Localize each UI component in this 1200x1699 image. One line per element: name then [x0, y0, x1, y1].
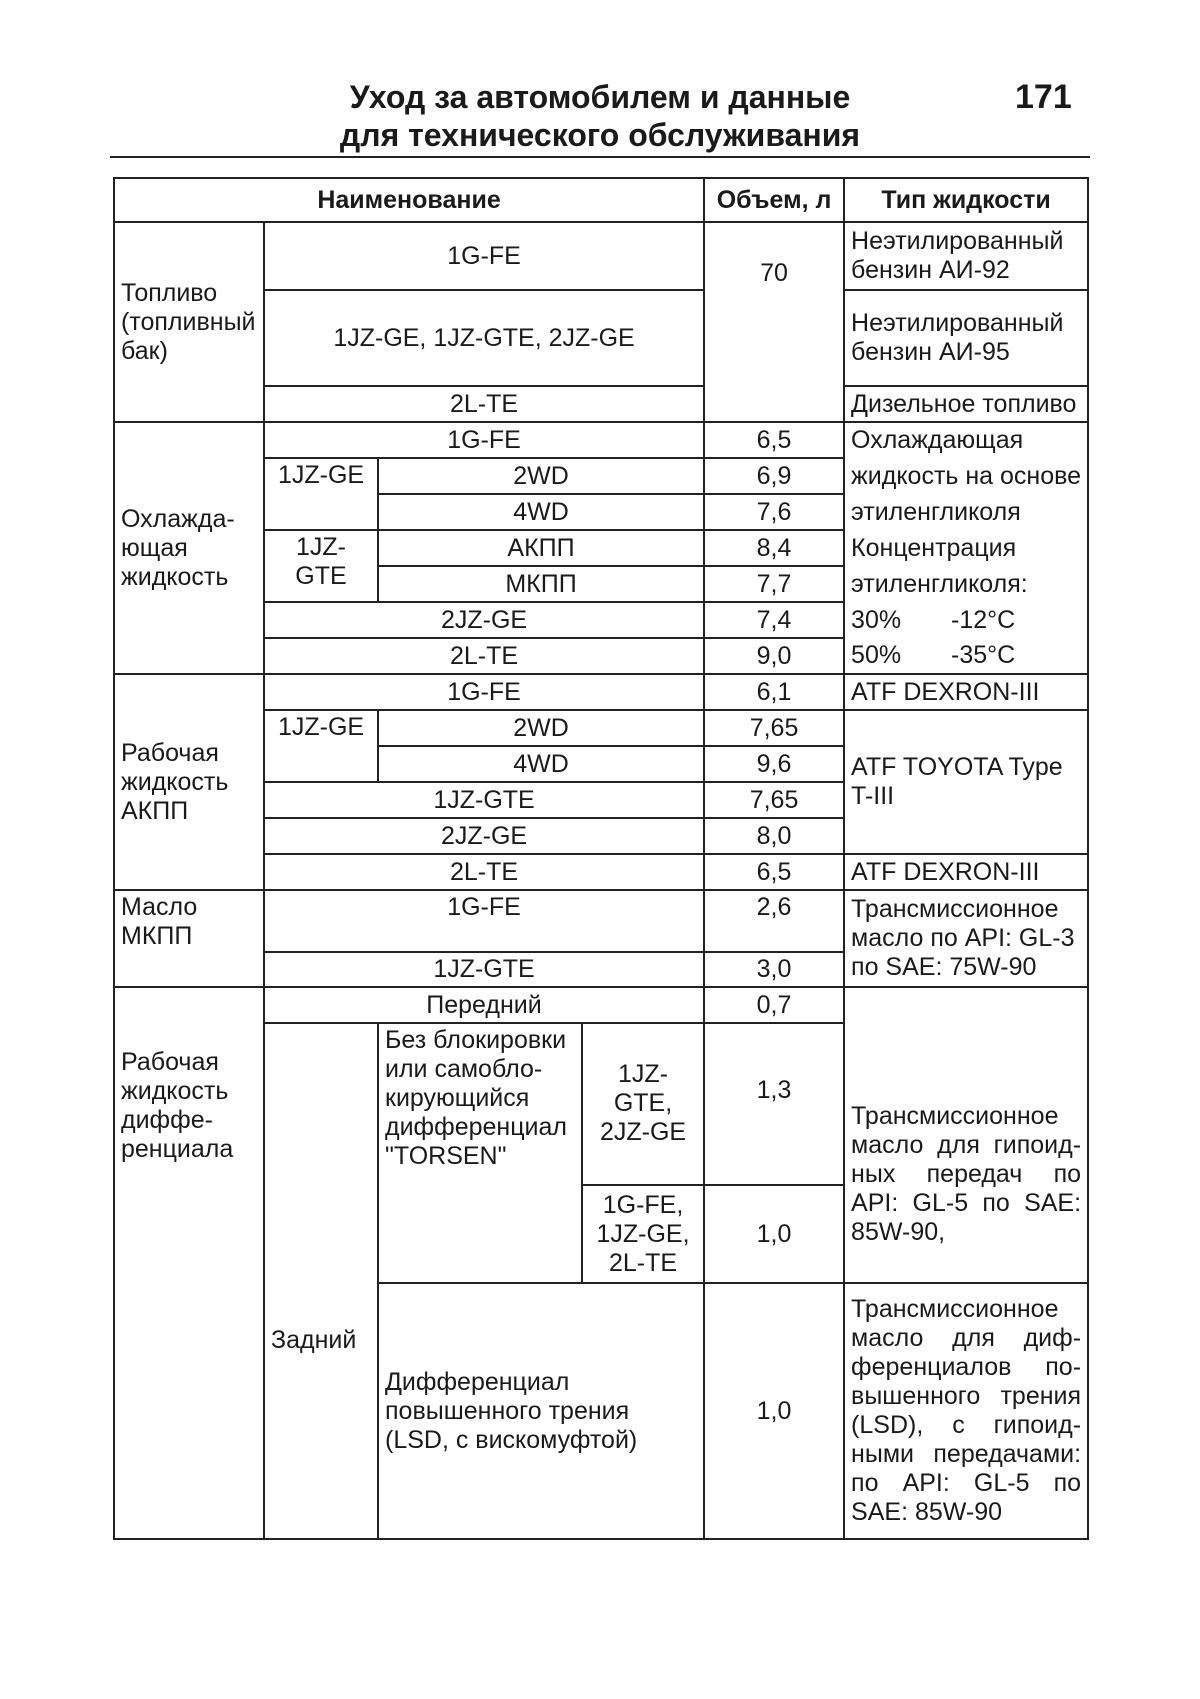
coolant-volume: 7,4	[704, 602, 844, 638]
mt-oil-type: Трансмиссионное масло по API: GL-3 по SAE: 75W-90	[844, 890, 1088, 987]
coolant-concentration-2	[844, 638, 1088, 674]
fuel-type-3: Дизельное топливо	[844, 386, 1088, 422]
atf-drive: 2WD	[378, 710, 704, 746]
coolant-engine: 1G-FE	[264, 422, 704, 458]
atf-volume: 7,65	[704, 710, 844, 746]
diff-open-label: Без блокировки или самобло-кирующийся дифференциал "TORSEN"	[378, 1023, 582, 1283]
atf-engine: 1JZ-GTE	[264, 782, 704, 818]
mt-oil-engine: 1JZ-GTE	[264, 952, 704, 987]
mt-oil-volume: 3,0	[704, 952, 844, 987]
page-title-line-2: для технического обслуживания	[339, 117, 861, 153]
atf-type-dexron: ATF DEXRON-III	[844, 854, 1088, 890]
header-rule	[110, 156, 1090, 158]
diff-front-label: Передний	[264, 987, 704, 1023]
atf-type-dexron: ATF DEXRON-III	[844, 674, 1088, 710]
coolant-engine-group: 1JZ-GTE	[264, 530, 378, 602]
fuel-label: Топливо (топливный бак)	[114, 222, 264, 422]
atf-engine: 2JZ-GE	[264, 818, 704, 854]
table-header-row	[114, 178, 1088, 222]
atf-volume: 8,0	[704, 818, 844, 854]
atf-volume: 6,1	[704, 674, 844, 710]
diff-open-engines-1: 1JZ-GTE, 2JZ-GE	[582, 1023, 704, 1185]
atf-drive: 4WD	[378, 746, 704, 782]
coolant-engine-group: 1JZ-GE	[264, 458, 378, 530]
atf-volume: 7,65	[704, 782, 844, 818]
table-row	[114, 674, 1088, 710]
coolant-transmission: АКПП	[378, 530, 704, 566]
diff-label: Рабочая жидкость диффе-ренциала	[114, 987, 264, 1539]
coolant-volume: 7,6	[704, 494, 844, 530]
coolant-transmission: МКПП	[378, 566, 704, 602]
header-volume: Объем, л	[704, 178, 844, 222]
atf-volume: 6,5	[704, 854, 844, 890]
coolant-type-line-1: Охлаждающая	[844, 422, 1088, 458]
page-title-line-1: Уход за автомобилем и данные	[349, 79, 851, 115]
coolant-engine: 2L-TE	[264, 638, 704, 674]
coolant-drive: 4WD	[378, 494, 704, 530]
page-title	[280, 78, 920, 154]
concentration-temp: -12°C	[951, 605, 1016, 634]
diff-lsd-volume: 1,0	[704, 1283, 844, 1539]
fuel-engine-3: 2L-TE	[264, 386, 704, 422]
diff-front-volume: 0,7	[704, 987, 844, 1023]
table-row	[114, 987, 1088, 1023]
atf-engine: 2L-TE	[264, 854, 704, 890]
coolant-type-line-2: жидкость на основе	[844, 458, 1088, 494]
fuel-engine-2: 1JZ-GE, 1JZ-GTE, 2JZ-GE	[264, 290, 704, 386]
header-fluid-type: Тип жидкости	[844, 178, 1088, 222]
coolant-volume: 9,0	[704, 638, 844, 674]
mt-oil-engine: 1G-FE	[264, 890, 704, 952]
coolant-engine: 2JZ-GE	[264, 602, 704, 638]
atf-engine-group: 1JZ-GE	[264, 710, 378, 782]
diff-lsd-type: Трансмиссионное масло для диф-ференциалов по-вышенного трения (LSD), с гипоид-ными передачами: по API: GL-5 по SAE: 85W-90	[844, 1283, 1088, 1539]
coolant-type-line-5: этиленгликоля:	[844, 566, 1088, 602]
diff-open-volume-2: 1,0	[704, 1185, 844, 1283]
diff-open-engines-2: 1G-FE, 1JZ-GE, 2L-TE	[582, 1185, 704, 1283]
fuel-volume: 70	[704, 222, 844, 422]
fuel-engine-1: 1G-FE	[264, 222, 704, 290]
coolant-label: Охлажда-ющая жидкость	[114, 422, 264, 674]
fuel-type-2: Неэтилированный бензин АИ-95	[844, 290, 1088, 386]
coolant-type-line-4: Концентрация	[844, 530, 1088, 566]
coolant-drive: 2WD	[378, 458, 704, 494]
coolant-volume: 7,7	[704, 566, 844, 602]
table-row	[114, 890, 1088, 952]
diff-open-type: Трансмиссионное масло для гипоид-ных передач по API: GL-5 по SAE: 85W-90,	[844, 987, 1088, 1283]
coolant-volume: 6,9	[704, 458, 844, 494]
coolant-volume: 8,4	[704, 530, 844, 566]
atf-engine: 1G-FE	[264, 674, 704, 710]
diff-rear-label: Задний	[264, 1023, 378, 1539]
mt-oil-label: Масло МКПП	[114, 890, 264, 987]
coolant-concentration-1	[844, 602, 1088, 638]
concentration-percent: 50%	[851, 641, 902, 669]
concentration-temp: -35°C	[951, 641, 1016, 669]
mt-oil-volume: 2,6	[704, 890, 844, 952]
diff-lsd-label: Дифференциал повышенного трения (LSD, с вискомуфтой)	[378, 1283, 704, 1539]
page-number: 171	[1015, 78, 1072, 116]
coolant-volume: 6,5	[704, 422, 844, 458]
atf-type-toyota: ATF TOYOTA Type T-III	[844, 710, 1088, 854]
coolant-type-line-3: этиленгликоля	[844, 494, 1088, 530]
atf-label: Рабочая жидкость АКПП	[114, 674, 264, 890]
table-row	[114, 222, 1088, 290]
header-name: Наименование	[114, 178, 704, 222]
atf-volume: 9,6	[704, 746, 844, 782]
table-row	[114, 422, 1088, 458]
diff-open-volume-1: 1,3	[704, 1023, 844, 1185]
concentration-percent: 30%	[851, 605, 902, 634]
fuel-type-1: Неэтилированный бензин АИ-92	[844, 222, 1088, 290]
fluids-table	[113, 177, 1089, 1540]
